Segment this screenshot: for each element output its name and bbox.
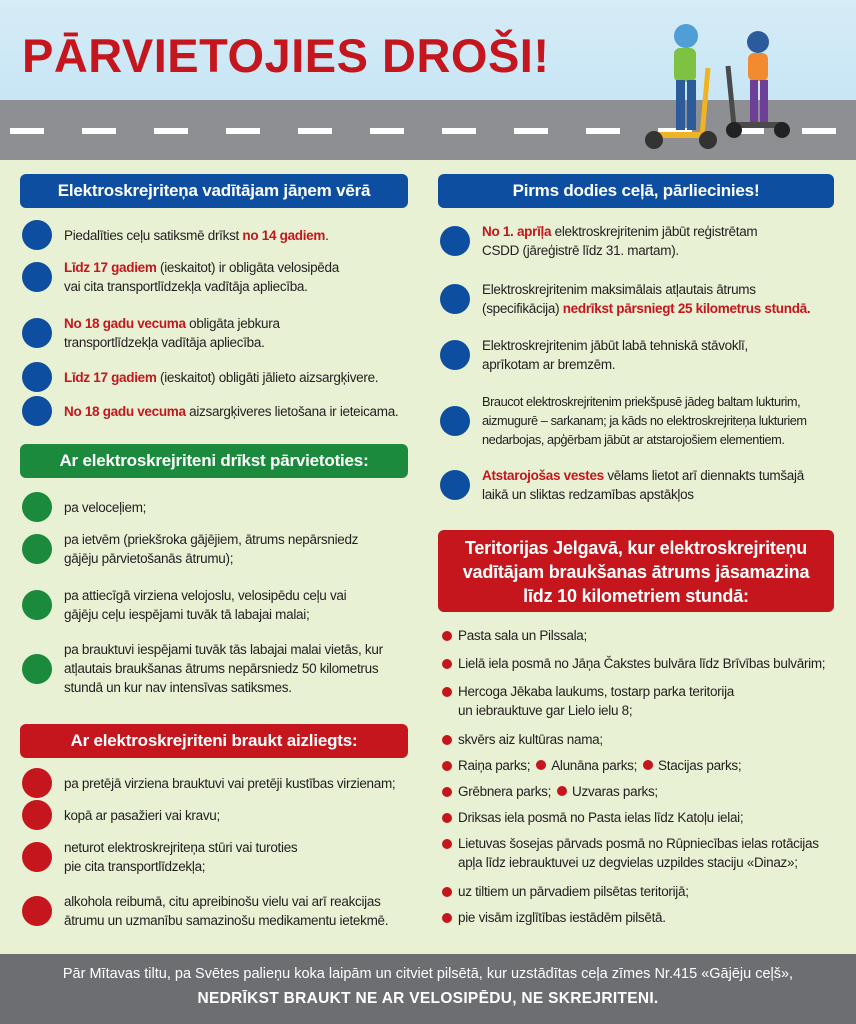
territory-item: Driksas iela posmā no Pasta ielas līdz Katoļu ielai; (440, 808, 743, 827)
bullet-dot (440, 340, 470, 370)
driver-rule-item: No 18 gadu vecuma obligāta jebkura transportlīdzekļa vadītāja apliecība. (22, 314, 422, 352)
territory-item: Raiņa parks; Alunāna parks; Stacijas parks; (440, 756, 741, 775)
before-ride-heading: Pirms dodies ceļā, pārliecinies! (438, 174, 834, 208)
forbidden-item: alkohola reibumā, citu apreibinošu vielu vai arī reakcijas ātrumu un uzmanību samazinošu medikamentu ietekmē. (22, 892, 432, 930)
bullet-dot (22, 534, 52, 564)
bullet-dot (440, 284, 470, 314)
bullet-dot (22, 262, 52, 292)
footer-note: Pār Mītavas tiltu, pa Svētes palieņu koka laipām un citviet pilsētā, kur uzstādītas ceļa zīmes Nr.415 «Gājēju ceļš», (62, 966, 794, 982)
bullet-dot (22, 492, 52, 522)
allowed-item: pa brauktuvi iespējami tuvāk tās labajai malai vietās, kur atļautais braukšanas ātrums nepārsniedz 50 kilometrus stundā un kur nav intensīvas satiksmes. (22, 640, 432, 697)
bullet-dot (22, 362, 52, 392)
bullet-dot (440, 470, 470, 500)
bullet-dot (22, 896, 52, 926)
forbidden-item: pa pretējā virziena brauktuvi vai pretēji kustības virzienam; (22, 768, 432, 798)
territories-heading: Teritorijas Jelgavā, kur elektroskrejriteņu vadītājam braukšanas ātrums jāsamazina līdz 10 kilometriem stundā: (438, 530, 834, 612)
territory-item: uz tiltiem un pārvadiem pilsētas teritorijā; (440, 882, 689, 901)
territory-item: Hercoga Jēkaba laukums, tostarp parka teritorija un iebrauktuve gar Lielo ielu 8; (440, 682, 734, 720)
bullet-dot (440, 406, 470, 436)
driver-rule-item: Līdz 17 gadiem (ieskaitot) ir obligāta velosipēda vai cita transportlīdzekļa vadītāja apliecība. (22, 258, 422, 296)
scooter-riders-illustration (630, 8, 800, 158)
territory-item: skvērs aiz kultūras nama; (440, 730, 603, 749)
before-ride-item: Braucot elektroskrejritenim priekšpusē jādeg baltam lukturim, aizmugurē – sarkanam; ja kāds no elektroskrejriteņa lukturiem nedarbojas, apģērbam jābūt ar atstarojošiem elementiem. (440, 392, 850, 449)
forbidden-item: neturot elektroskrejriteņa stūri vai turoties pie cita transportlīdzekļa; (22, 838, 432, 876)
bullet-dot (22, 318, 52, 348)
before-ride-item: Elektroskrejritenim jābūt labā tehniskā stāvoklī, aprīkotam ar bremzēm. (440, 336, 850, 374)
bullet-dot (22, 800, 52, 830)
allowed-item: pa veloceļiem; (22, 492, 422, 522)
territory-item: Pasta sala un Pilssala; (440, 626, 587, 645)
bullet-dot (22, 842, 52, 872)
bullet-dot (22, 590, 52, 620)
allowed-item: pa attiecīgā virziena velojoslu, velosipēdu ceļu vai gājēju ceļu iespējami tuvāk tā labajai malai; (22, 586, 422, 624)
driver-rule-item: Piedalīties ceļu satiksmē drīkst no 14 gadiem. (22, 220, 422, 250)
footer-banner (0, 954, 856, 1024)
page-title: PĀRVIETOJIES DROŠI! (22, 29, 550, 82)
territory-item: Lietuvas šosejas pārvads posmā no Rūpniecības ielas rotācijas apļa līdz iebrauktuvei uz degvielas uzpildes staciju «Dinaz»; (440, 834, 819, 872)
hero-banner (0, 0, 856, 160)
allowed-heading: Ar elektroskrejriteni drīkst pārvietoties: (20, 444, 408, 478)
bullet-dot (22, 768, 52, 798)
bullet-dot (22, 396, 52, 426)
bullet-dot (440, 226, 470, 256)
bullet-dot (22, 654, 52, 684)
territory-item: pie visām izglītības iestādēm pilsētā. (440, 908, 666, 927)
footer-warning: NEDRĪKST BRAUKT NE AR VELOSIPĒDU, NE SKREJRITENI. (197, 990, 659, 1007)
before-ride-item: No 1. aprīļa elektroskrejritenim jābūt reģistrētam CSDD (jāreģistrē līdz 31. martam). (440, 222, 850, 260)
territory-item: Grēbnera parks; Uzvaras parks; (440, 782, 658, 801)
driver-rules-heading: Elektroskrejriteņa vadītājam jāņem vērā (20, 174, 408, 208)
driver-rule-item: Līdz 17 gadiem (ieskaitot) obligāti jālieto aizsargķivere. (22, 362, 422, 392)
before-ride-item: Atstarojošas vestes vēlams lietot arī diennakts tumšajā laikā un sliktas redzamības apstākļos (440, 466, 850, 504)
allowed-item: pa ietvēm (priekšroka gājējiem, ātrums nepārsniedz gājēju pārvietošanās ātrumu); (22, 530, 422, 568)
forbidden-item: kopā ar pasažieri vai kravu; (22, 800, 432, 830)
driver-rule-item: No 18 gadu vecuma aizsargķiveres lietošana ir ieteicama. (22, 396, 422, 426)
bullet-dot (22, 220, 52, 250)
before-ride-item: Elektroskrejritenim maksimālais atļautais ātrums (specifikācija) nedrīkst pārsniegt 25 kilometrus stundā. (440, 280, 850, 318)
forbidden-heading: Ar elektroskrejriteni braukt aizliegts: (20, 724, 408, 758)
territory-item: Lielā iela posmā no Jāņa Čakstes bulvāra līdz Brīvības bulvārim; (440, 654, 825, 673)
